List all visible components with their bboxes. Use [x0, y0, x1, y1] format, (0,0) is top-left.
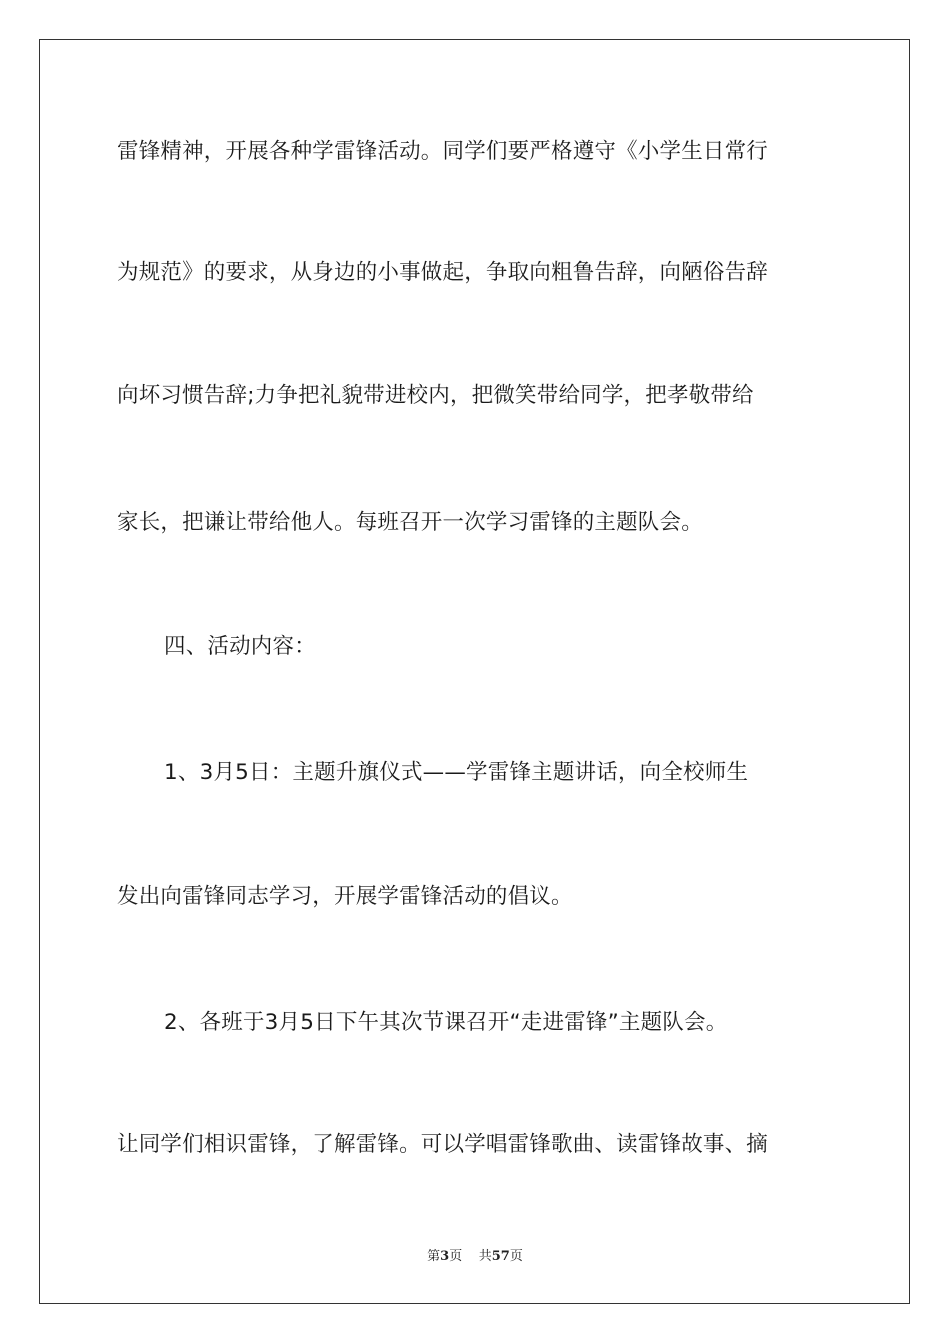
body-text-line-2: 为规范》的要求，从身边的小事做起，争取向粗鲁告辞，向陋俗告辞 [117, 260, 769, 285]
footer-total-prefix: 共 [478, 1249, 492, 1264]
footer-total-pages: 57 [491, 1249, 510, 1264]
body-text-line-3: 向坏习惯告辞;力争把礼貌带进校内，把微笑带给同学，把孝敬带给 [117, 383, 754, 408]
footer-page-suffix: 页 [449, 1249, 463, 1264]
footer-total-suffix: 页 [509, 1249, 523, 1264]
section-heading: 四、活动内容： [164, 634, 316, 659]
body-text-line-7: 发出向雷锋同志学习，开展学雷锋活动的倡议。 [117, 884, 573, 909]
body-text-line-4: 家长，把谦让带给他人。每班召开一次学习雷锋的主题队会。 [117, 510, 703, 535]
body-text-line-8: 2、各班于3月5日下午其次节课召开“走进雷锋”主题队会。 [164, 1010, 728, 1035]
footer-page-prefix: 第 [427, 1249, 441, 1264]
page-footer [0, 1248, 950, 1266]
page-border [39, 39, 910, 1304]
body-text-line-1: 雷锋精神，开展各种学雷锋活动。同学们要严格遵守《小学生日常行 [117, 139, 769, 164]
body-text-line-9: 让同学们相识雷锋，了解雷锋。可以学唱雷锋歌曲、读雷锋故事、摘 [117, 1132, 769, 1157]
body-text-line-6: 1、3月5日：主题升旗仪式——学雷锋主题讲话，向全校师生 [164, 760, 749, 785]
footer-page-number: 3 [440, 1249, 450, 1264]
